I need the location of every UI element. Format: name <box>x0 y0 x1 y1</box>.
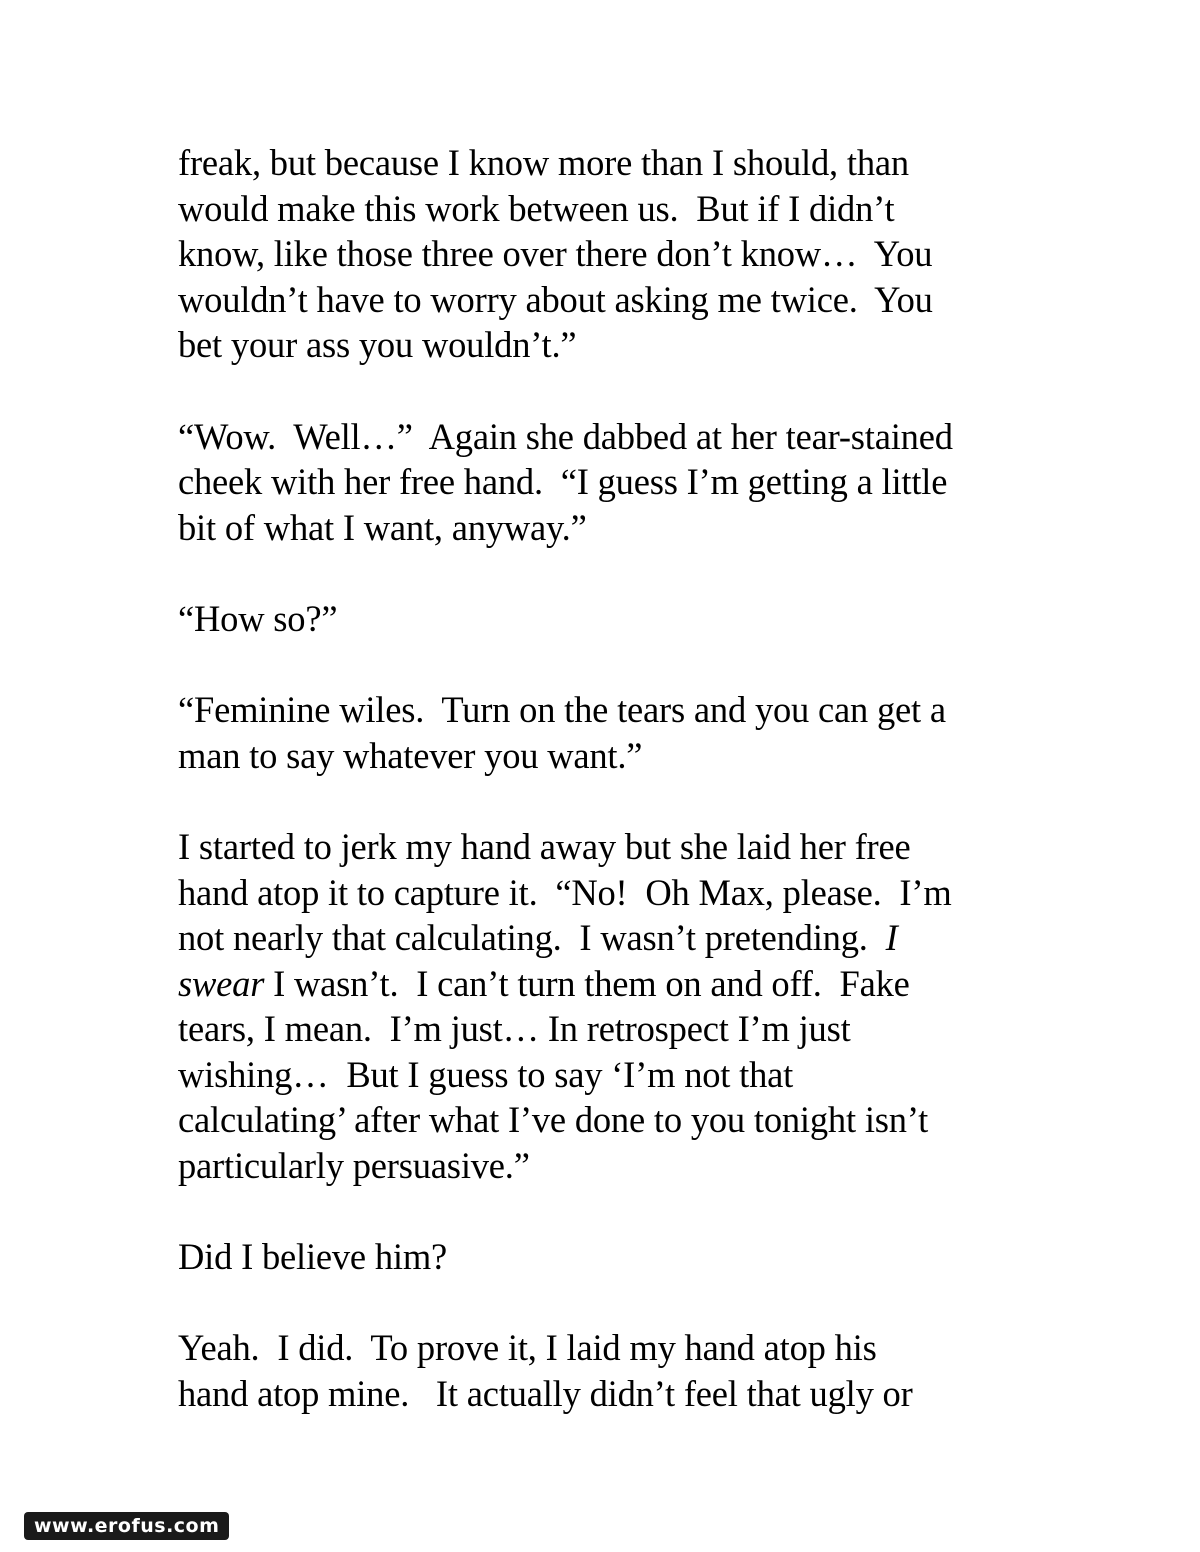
story-text <box>178 140 1058 1462</box>
paragraph-2 <box>178 414 1058 551</box>
text-line: Yeah. I did. To prove it, I laid my hand atop his <box>178 1327 877 1369</box>
text-line: bit of what I want, anyway.” <box>178 506 587 548</box>
text-segment: not nearly that calculating. I wasn’t pretending. <box>178 917 886 959</box>
text-line: man to say whatever you want.” <box>178 734 643 776</box>
italic-word: I <box>885 917 898 959</box>
site-watermark: www.erofus.com <box>24 1512 229 1540</box>
text-line: I started to jerk my hand away but she laid her free <box>178 825 911 867</box>
text-line: wishing… But I guess to say ‘I’m not that <box>178 1053 794 1095</box>
text-line: “Wow. Well…” Again she dabbed at her tear-stained <box>178 415 953 457</box>
text-line: would make this work between us. But if I didn’t <box>178 187 895 229</box>
text-line: particularly persuasive.” <box>178 1145 530 1187</box>
paragraph-5 <box>178 824 1058 1189</box>
text-line: wouldn’t have to worry about asking me twice. You <box>178 278 933 320</box>
text-line: “Feminine wiles. Turn on the tears and you can get a <box>178 689 946 731</box>
text-line: cheek with her free hand. “I guess I’m getting a little <box>178 461 948 503</box>
text-line <box>178 961 1058 1007</box>
text-line: bet your ass you wouldn’t.” <box>178 324 577 366</box>
paragraph-4 <box>178 687 1058 778</box>
text-line: “How so?” <box>178 597 338 639</box>
paragraph-6 <box>178 1234 1058 1280</box>
text-line: hand atop mine. It actually didn’t feel that ugly or <box>178 1373 913 1415</box>
text-line <box>178 915 1058 961</box>
text-segment: I wasn’t. I can’t turn them on and off. Fake <box>264 962 910 1004</box>
text-line: tears, I mean. I’m just… In retrospect I’m just <box>178 1008 851 1050</box>
text-line: calculating’ after what I’ve done to you tonight isn’t <box>178 1099 929 1141</box>
text-line: freak, but because I know more than I should, than <box>178 142 909 183</box>
text-line: Did I believe him? <box>178 1236 448 1278</box>
paragraph-3 <box>178 596 1058 642</box>
text-line: hand atop it to capture it. “No! Oh Max, please. I’m <box>178 871 952 913</box>
italic-word: swear <box>178 962 265 1004</box>
text-line: know, like those three over there don’t know… You <box>178 233 933 275</box>
paragraph-1 <box>178 140 1058 368</box>
paragraph-7 <box>178 1325 1058 1416</box>
